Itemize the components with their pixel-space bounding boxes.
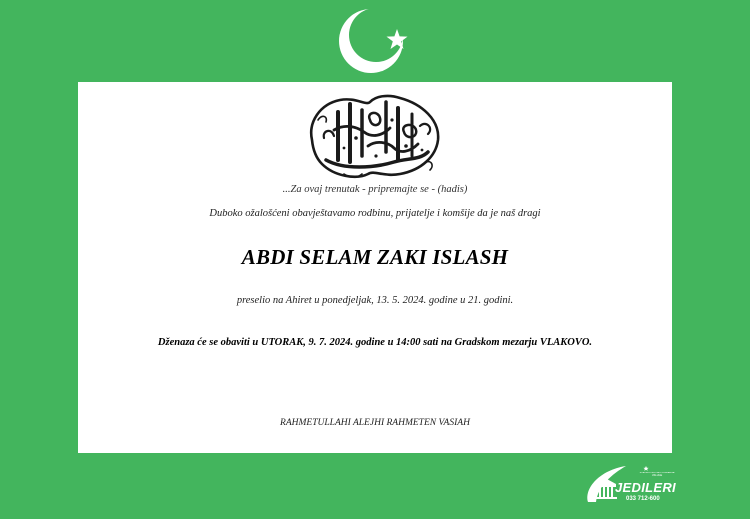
crescent-star-icon (338, 8, 414, 74)
closing-prayer: RAHMETULLAHI ALEJHI RAHMETEN VASIAH (280, 418, 470, 428)
logo-tagline: SVEOBUHVATNE POGREBNE USLUGE (639, 472, 675, 477)
logo-name: JEDILERI (615, 480, 676, 495)
deceased-name: ABDI SELAM ZAKI ISLASH (241, 245, 509, 269)
arabic-calligraphy-icon (304, 90, 446, 182)
obituary-card (78, 82, 672, 453)
death-date-text: preselio na Ahiret u ponedjeljak, 13. 5. 2024. godine u 21. godini. (236, 295, 514, 306)
intro-text: Duboko ožalošćeni obavještavamo rodbinu, prijatelje i komšije da je naš dragi (209, 208, 541, 219)
logo-phone: 033 712-600 (626, 496, 660, 502)
hadis-quote: ...Za ovaj trenutak - pripremajte se - (hadis) (282, 184, 468, 195)
funeral-details: Dženaza će se obaviti u UTORAK, 9. 7. 2024. godine u 14:00 sati na Gradskom mezarju VLAKOVO. (157, 337, 593, 348)
